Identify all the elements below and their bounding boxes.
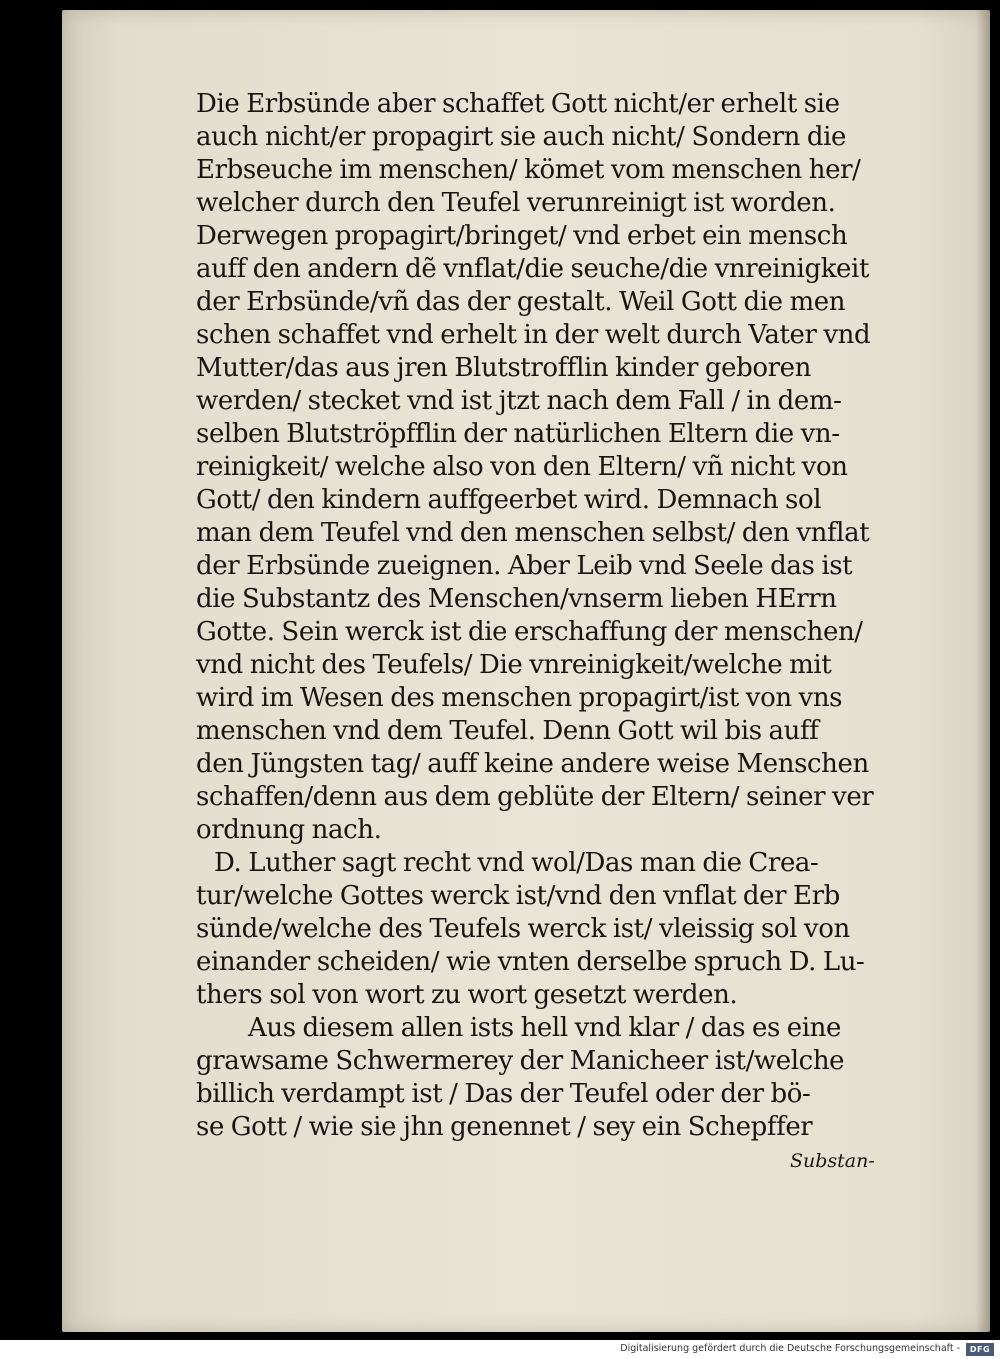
funding-credit: Digitalisierung gefördert durch die Deutsche Forschungsgemeinschaft - [620, 1343, 960, 1354]
text-line: man dem Teufel vnd den menschen selbst/ den vnflat [196, 518, 870, 548]
footer-bar [0, 1340, 1000, 1359]
text-line: werden/ stecket vnd ist jtzt nach dem Fall / in dem- [196, 386, 842, 416]
text-line: welcher durch den Teufel verunreinigt ist worden. [196, 188, 836, 218]
text-line: Gott/ den kindern auffgeerbet wird. Demnach sol [196, 485, 822, 515]
page-text [196, 88, 884, 1144]
text-line: se Gott / wie sie jhn genennet / sey ein Schepffer [196, 1112, 813, 1142]
text-line: selben Blutströpfflin der natürlichen Eltern die vn- [196, 419, 840, 449]
text-line: Mutter/das aus jren Blutstrofflin kinder geboren [196, 353, 811, 383]
text-line: den Jüngsten tag/ auff keine andere weise Menschen [196, 749, 869, 779]
text-line: der Erbsünde zueignen. Aber Leib vnd Seele das ist [196, 551, 853, 581]
text-line: Aus diesem allen ists hell vnd klar / das es eine [248, 1013, 842, 1043]
text-line: sünde/welche des Teufels werck ist/ vleissig sol von [196, 914, 850, 944]
text-line: wird im Wesen des menschen propagirt/ist von vns [196, 683, 843, 713]
text-line: ordnung nach. [196, 815, 382, 845]
catchword: Substan- [790, 1150, 875, 1172]
text-line: billich verdampt ist / Das der Teufel oder der bö- [196, 1079, 811, 1109]
text-line: Erbseuche im menschen/ kömet vom menschen her/ [196, 155, 861, 185]
text-line: Gotte. Sein werck ist die erschaffung der menschen/ [196, 617, 863, 647]
text-line: Derwegen propagirt/bringet/ vnd erbet ein mensch [196, 221, 848, 251]
text-line: schen schaffet vnd erhelt in der welt durch Vater vnd [196, 320, 871, 350]
text-line: Die Erbsünde aber schaffet Gott nicht/er erhelt sie [196, 89, 840, 119]
page-edge-shadow [976, 10, 990, 1332]
text-line: reinigkeit/ welche also von den Eltern/ vñ nicht von [196, 452, 848, 482]
text-line: vnd nicht des Teufels/ Die vnreinigkeit/welche mit [196, 650, 832, 680]
text-line: auff den andern dẽ vnflat/die seuche/die vnreinigkeit [196, 254, 870, 284]
text-line: der Erbsünde/vñ das der gestalt. Weil Gott die men [196, 287, 846, 317]
text-line: auch nicht/er propagirt sie auch nicht/ Sondern die [196, 122, 847, 152]
dfg-logo: DFG [966, 1343, 994, 1356]
text-line: thers sol von wort zu wort gesetzt werden. [196, 980, 738, 1010]
text-line: D. Luther sagt recht vnd wol/Das man die Crea- [214, 848, 819, 878]
text-line: schaffen/denn aus dem geblüte der Eltern/ seiner ver [196, 782, 874, 812]
text-line: tur/welche Gottes werck ist/vnd den vnflat der Erb [196, 881, 840, 911]
text-line: einander scheiden/ wie vnten derselbe spruch D. Lu- [196, 947, 865, 977]
text-line: grawsame Schwermerey der Manicheer ist/welche [196, 1046, 845, 1076]
text-line: menschen vnd dem Teufel. Denn Gott wil bis auff [196, 716, 819, 746]
text-line: die Substantz des Menschen/vnserm lieben HErrn [196, 584, 837, 614]
